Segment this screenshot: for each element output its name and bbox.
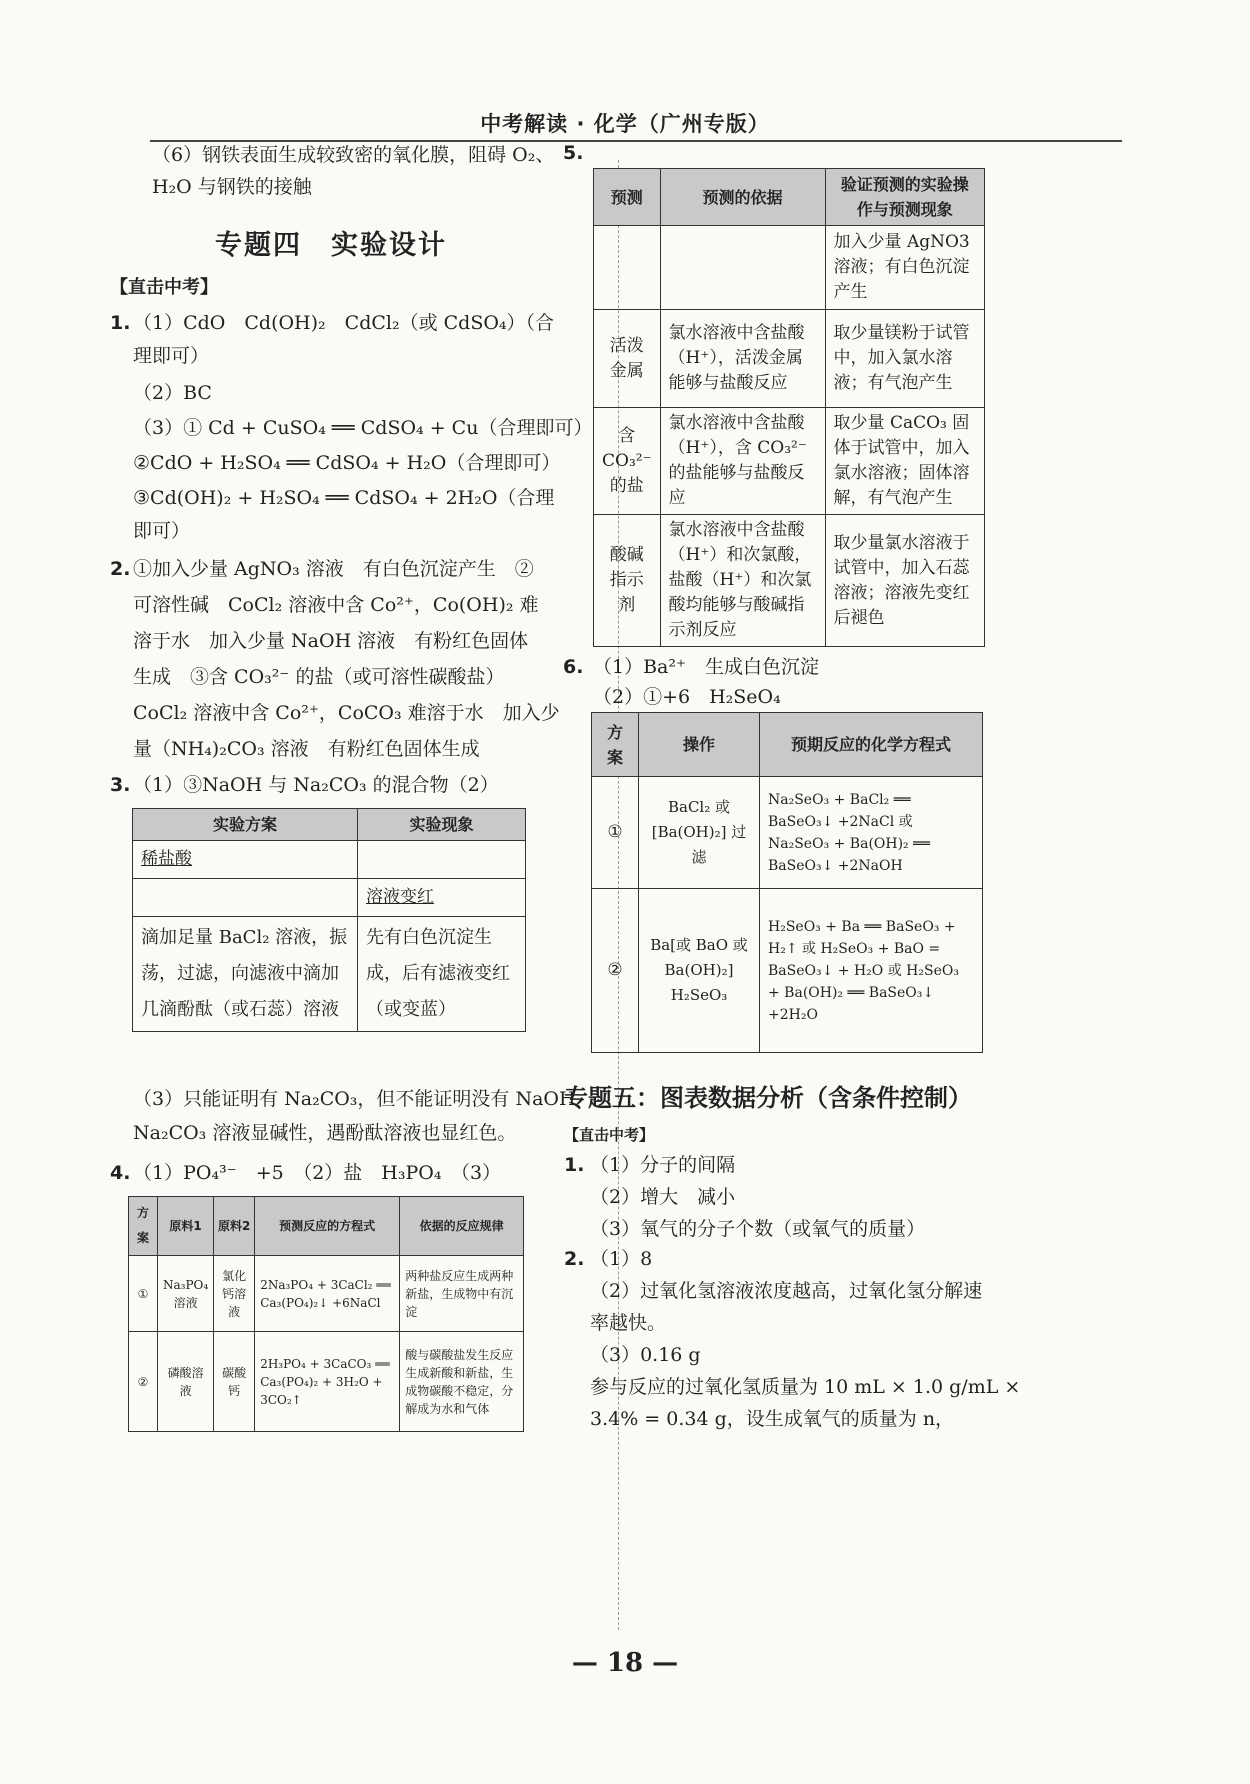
table-cell: 取少量 CaCO₃ 固体于试管中，加入氯水溶液；固体溶解，有气泡产生	[825, 408, 984, 515]
text-line: 参与反应的过氧化氢质量为 10 mL × 1.0 g/mL ×	[590, 1376, 1021, 1398]
text-line: 生成 ③含 CO₃²⁻ 的盐（或可溶性碳酸盐）	[133, 666, 505, 688]
text-line: （3）只能证明有 Na₂CO₃，但不能证明没有 NaOH	[133, 1088, 576, 1110]
table-cell: ①	[129, 1256, 158, 1332]
table-header: 预期反应的化学方程式	[760, 713, 983, 777]
table-cell: 含 CO₃²⁻ 的盐	[594, 408, 661, 515]
table-cell: Ba[或 BaO 或 Ba(OH)₂] H₂SeO₃	[639, 889, 760, 1053]
table-cell: H₂SeO₃ + Ba ══ BaSeO₃ + H₂↑ 或 H₂SeO₃ + BaO = BaSeO₃↓ + H₂O 或 H₂SeO₃ + Ba(OH)₂ ══ BaSeO₃↓ +2H₂O	[760, 889, 983, 1053]
text-line: CoCl₂ 溶液中含 Co²⁺，CoCO₃ 难溶于水 加入少	[133, 702, 560, 724]
table-header: 预测	[594, 169, 661, 226]
text-line: （3）0.16 g	[590, 1344, 701, 1366]
table-header: 依据的反应规律	[400, 1197, 524, 1256]
text-line: ②CdO + H₂SO₄ ══ CdSO₄ + H₂O（合理即可）	[133, 452, 561, 474]
table-header: 方案	[592, 713, 639, 777]
table-cell: 酸与碳酸盐发生反应生成新酸和新盐，生成物碳酸不稳定，分解成为水和气体	[400, 1332, 524, 1432]
table-cell: 氯化钙溶液	[214, 1256, 255, 1332]
prediction-table	[593, 168, 985, 647]
table-cell: 稀盐酸	[133, 841, 358, 879]
text-line: 理即可）	[133, 345, 210, 367]
table-header: 操作	[639, 713, 760, 777]
text-line: （1）分子的间隔	[590, 1154, 736, 1176]
text-line: （2）增大 减小	[590, 1186, 736, 1208]
table-cell	[133, 879, 358, 917]
text-line: （1）Ba²⁺ 生成白色沉淀	[593, 656, 820, 678]
text-line: （2）BC	[133, 382, 212, 404]
table-header: 方案	[129, 1197, 158, 1256]
running-header: 中考解读 · 化学（广州专版）	[480, 112, 770, 136]
question-number: 6.	[563, 656, 584, 678]
table-cell: 氯水溶液中含盐酸（H⁺），含 CO₃²⁻ 的盐能够与盐酸反应	[660, 408, 825, 515]
table-cell: 先有白色沉淀生成，后有滤液变红（或变蓝）	[358, 917, 526, 1032]
table-cell: 加入少量 AgNO3 溶液；有白色沉淀产生	[825, 226, 984, 310]
table-cell: ②	[129, 1332, 158, 1432]
table-cell: 碳酸钙	[214, 1332, 255, 1432]
table-cell: 酸碱指示剂	[594, 515, 661, 647]
text-line: 量（NH₄)₂CO₃ 溶液 有粉红色固体生成	[133, 738, 480, 760]
table-cell: BaCl₂ 或 [Ba(OH)₂] 过滤	[639, 777, 760, 889]
text-line: 溶于水 加入少量 NaOH 溶液 有粉红色固体	[133, 630, 529, 652]
table-cell: 滴加足量 BaCl₂ 溶液，振荡，过滤，向滤液中滴加几滴酚酞（或石蕊）溶液	[133, 917, 358, 1032]
table-header: 预测反应的方程式	[255, 1197, 400, 1256]
text-line: （1）PO₄³⁻ +5 （2）盐 H₃PO₄ （3）	[133, 1162, 502, 1184]
topic-heading: 专题五：图表数据分析（含条件控制）	[564, 1084, 972, 1112]
text-line: （1）CdO Cd(OH)₂ CdCl₂（或 CdSO₄）（合	[133, 312, 555, 334]
scheme-table	[591, 712, 983, 1053]
text-line: 3.4% = 0.34 g，设生成氧气的质量为 n，	[590, 1408, 955, 1430]
topic-heading: 专题四 实验设计	[215, 230, 447, 261]
table-header: 实验现象	[358, 809, 526, 841]
table-header: 原料1	[158, 1197, 214, 1256]
table-cell	[660, 226, 825, 310]
table-cell: ①	[592, 777, 639, 889]
table-header: 原料2	[214, 1197, 255, 1256]
table-cell: 取少量氯水溶液于试管中，加入石蕊溶液；溶液先变红后褪色	[825, 515, 984, 647]
question-number: 3.	[110, 774, 131, 796]
question-number: 2.	[564, 1248, 585, 1270]
table-cell: Na₃PO₄ 溶液	[158, 1256, 214, 1332]
text-line: ①加入少量 AgNO₃ 溶液 有白色沉淀产生 ②	[133, 558, 534, 580]
text-line: （3）氧气的分子个数（或氧气的质量）	[590, 1218, 926, 1240]
table-cell	[358, 841, 526, 879]
section-tag: 【直击中考】	[564, 1126, 655, 1144]
text-line: （3）① Cd + CuSO₄ ══ CdSO₄ + Cu（合理即可）	[133, 417, 593, 439]
table-cell: 活泼金属	[594, 310, 661, 408]
experiment-table	[132, 808, 526, 1032]
table-cell: 氯水溶液中含盐酸（H⁺），活泼金属能够与盐酸反应	[660, 310, 825, 408]
table-cell	[594, 226, 661, 310]
table-header: 验证预测的实验操作与预测现象	[825, 169, 984, 226]
text-line: （2）过氧化氢溶液浓度越高，过氧化氢分解速	[590, 1280, 983, 1302]
table-cell: Na₂SeO₃ + BaCl₂ ══ BaSeO₃↓ +2NaCl 或 Na₂SeO₃ + Ba(OH)₂ ══ BaSeO₃↓ +2NaOH	[760, 777, 983, 889]
text-line: H₂O 与钢铁的接触	[152, 176, 312, 198]
text-line: Na₂CO₃ 溶液显碱性，遇酚酞溶液也显红色。	[133, 1122, 517, 1144]
table-cell: 溶液变红	[358, 879, 526, 917]
text-line: 可溶性碱 CoCl₂ 溶液中含 Co²⁺，Co(OH)₂ 难	[133, 594, 539, 616]
reaction-table	[128, 1196, 524, 1432]
question-number: 4.	[110, 1162, 131, 1184]
question-number: 2.	[110, 558, 131, 580]
text-line: （1）8	[590, 1248, 653, 1270]
page-number: — 18 —	[571, 1648, 679, 1678]
table-cell: 2Na₃PO₄ + 3CaCl₂ ══ Ca₃(PO₄)₂↓ +6NaCl	[255, 1256, 400, 1332]
text-line: （2）①+6 H₂SeO₄	[593, 686, 781, 708]
section-tag: 【直击中考】	[110, 277, 218, 298]
table-cell: 两种盐反应生成两种新盐，生成物中有沉淀	[400, 1256, 524, 1332]
question-number: 5.	[563, 142, 584, 164]
text-line: （6）钢铁表面生成较致密的氧化膜，阻碍 O₂、	[152, 144, 555, 166]
text-line: ③Cd(OH)₂ + H₂SO₄ ══ CdSO₄ + 2H₂O（合理	[133, 487, 555, 509]
table-cell: 氯水溶液中含盐酸（H⁺）和次氯酸，盐酸（H⁺）和次氯酸均能够与酸碱指示剂反应	[660, 515, 825, 647]
table-cell: 2H₃PO₄ + 3CaCO₃ ══ Ca₃(PO₄)₂ + 3H₂O + 3CO₂↑	[255, 1332, 400, 1432]
text-line: 即可）	[133, 520, 191, 542]
table-header: 预测的依据	[660, 169, 825, 226]
table-cell: ②	[592, 889, 639, 1053]
table-cell: 磷酸溶液	[158, 1332, 214, 1432]
table-cell: 取少量镁粉于试管中，加入氯水溶液；有气泡产生	[825, 310, 984, 408]
text-line: 率越快。	[590, 1312, 667, 1334]
question-number: 1.	[564, 1154, 585, 1176]
table-header: 实验方案	[133, 809, 358, 841]
text-line: （1）③NaOH 与 Na₂CO₃ 的混合物（2）	[133, 774, 499, 796]
question-number: 1.	[110, 312, 131, 334]
